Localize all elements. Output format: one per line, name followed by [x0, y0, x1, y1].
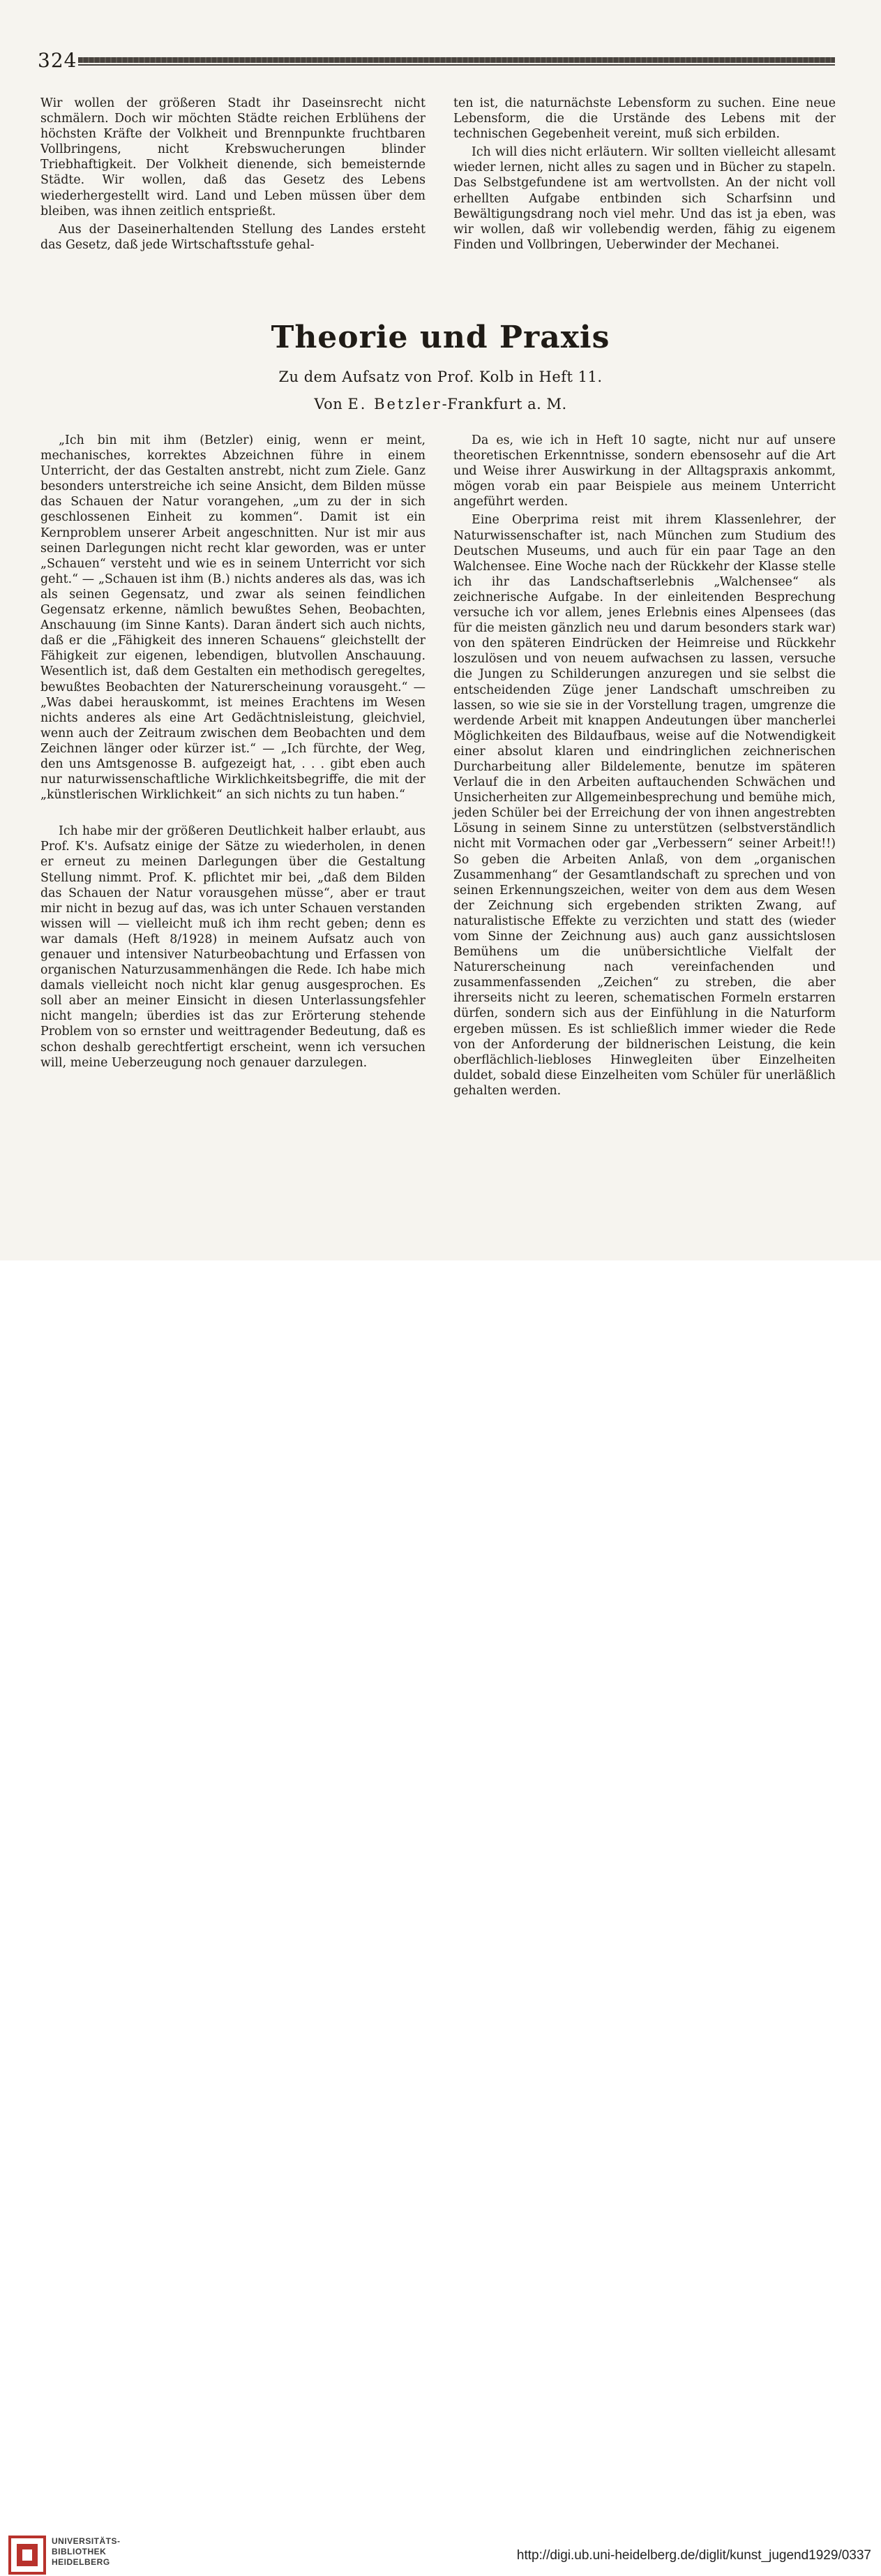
paragraph: Wir wollen der größeren Stadt ihr Daseinsrecht nicht schmälern. Doch wir möchten Städte reichen Erblühens der höchsten Kräfte der Volkheit und Brennpunkte fruchtbaren Vollbringens, nicht Krebswucherungen blinder Triebhaftigkeit. Der Volkheit dienende, sich bemeisternde Städte. Wir wollen, daß das Gesetz des Lebens wiederhergestellt wird. Land und Leben müssen über dem bleiben, was ihnen zeitlich entsprießt.	[40, 96, 426, 218]
paragraph: Ich habe mir der größeren Deutlichkeit halber erlaubt, aus Prof. K's. Aufsatz einige der Sätze zu wiederholen, in denen er erneut zu meinen Darlegungen über die Gestaltung Stellung nimmt. Prof. K. pflichtet mir bei, „daß dem Bilden das Schauen der Natur vorausgehen müsse“, aber er traut mir nicht in bezug auf das, was ich unter Schauen verstanden wissen will — vielleicht muß ich ihm recht geben; denn es war damals (Heft 8/1928) in meinem Aufsatz auch von genauer und intensiver Naturbeobachtung und Erfassen von organischen Naturzusammenhängen die Rede. Ich habe mich damals vielleicht noch nicht klar genug ausgesprochen. Es soll aber an meiner Einsicht in diesen Unterlassungsfehler nicht mangeln; überdies ist das zur Erörterung stehende Problem von so ernster und weittragender Bedeutung, daß es schon deshalb gerechtfertigt erscheint, wenn ich versuchen will, meine Ueberzeugung noch genauer darzulegen.	[40, 824, 426, 1070]
paragraph: Da es, wie ich in Heft 10 sagte, nicht nur auf unsere theoretischen Erkenntnisse, sondern ebensosehr auf die Art und Weise ihrer Auswirkung in der Alltagspraxis ankommt, mögen vorab ein paar Beispiele aus meinem Unterricht angeführt werden.	[453, 433, 836, 509]
footer-bar	[0, 1260, 881, 2567]
permalink-url[interactable]: http://digi.ub.uni-heidelberg.de/diglit/kunst_jugend1929/0337	[516, 2548, 871, 2563]
library-name	[52, 2536, 121, 2568]
paragraph: Aus der Daseinerhaltenden Stellung des Landes ersteht das Gesetz, daß jede Wirtschaftsstufe gehal-	[40, 222, 426, 252]
paragraph: Ich will dies nicht erläutern. Wir sollten vielleicht allesamt wieder lernen, nicht alles zu sagen und in Bücher zu stapeln. Das Selbstgefundene ist am wertvollsten. An der nicht voll erhellten Aufgabe entbinden sich Scharfsinn und Bewältigungsdrang noch viel mehr. Und das ist ja eben, was wir wollen, daß wir vollebendig werden, fähig zu eigenem Finden und Vollbringen, Ueberwinder der Mechanei.	[453, 145, 836, 252]
byline-suffix: -Frankfurt a. M.	[442, 396, 567, 412]
article-title: Theorie und Praxis	[271, 320, 610, 355]
bottom-right-column	[453, 433, 836, 1099]
scanned-page	[0, 0, 881, 1260]
page-number: 324	[38, 49, 77, 72]
article-subtitle: Zu dem Aufsatz von Prof. Kolb in Heft 11.	[278, 368, 603, 385]
top-left-column	[40, 96, 426, 253]
bottom-left-column	[40, 433, 426, 1071]
article-byline	[0, 396, 881, 412]
paragraph: ten ist, die naturnächste Lebensform zu suchen. Eine neue Lebensform, die die Urstände des Lebens mit der technischen Gegebenheit vereint, muß sich erbilden.	[453, 96, 836, 142]
header-rule	[78, 57, 835, 63]
top-right-column	[453, 96, 836, 253]
library-line: UNIVERSITÄTS-	[52, 2536, 121, 2546]
paragraph: „Ich bin mit ihm (Betzler) einig, wenn er meint, mechanisches, korrektes Abzeichnen führe in einem Unterricht, der das Gestalten anstrebt, nicht zum Ziele. Ganz besonders unterstreiche ich seine Ansicht, dem Bilden müsse das Schauen der Natur vorangehen, „um zu der in sich geschlossenen Einheit zu kommen“. Damit ist ein Kernproblem unserer Arbeit angeschnitten. Nur ist mir aus seinen Darlegungen nicht recht klar geworden, was er unter „Schauen“ versteht und wie es in seinem Unterricht vor sich geht.“ — „Schauen ist ihm (B.) nichts anderes als das, was ich als seinen Gegensatz, und zwar als seinen feindlichen Gegensatz erkenne, nämlich bewußtes Sehen, Beobachten, Anschauung (im Sinne Kants). Daran ändert sich auch nichts, daß er die „Fähigkeit des inneren Schauens“ gleichstellt der Fähigkeit zur eigenen, lebendigen, blutvollen Anschauung. Wesentlich ist, daß dem Gestalten ein methodisch geregeltes, bewußtes Beobachten der Naturerscheinung vorausgeht.“ — „Was dabei herauskommt, ist meines Erachtens im Wesen nichts anderes als eine Art Gedächtnisleistung, gleichviel, wenn auch der Zeitraum zwischen dem Beobachten und dem Zeichnen länger oder kürzer ist.“ — „Ich fürchte, der Weg, den uns Amtsgenosse B. aufgezeigt hat, . . . gibt eben auch nur naturwissenschaftliche Wirklichkeitsbegriffe, die mit der „künstlerischen Wirklichkeit“ an sich nichts zu tun haben.“	[40, 433, 426, 803]
university-library-logo-icon	[7, 2534, 47, 2576]
paragraph: Eine Oberprima reist mit ihrem Klassenlehrer, der Naturwissenschafter ist, nach München zum Studium des Deutschen Museums, und auch für ein paar Tage an den Walchensee. Eine Woche nach der Rückkehr der Klasse stelle ich ihr das Landschaftserlebnis „Walchensee“ als zeichnerische Aufgabe. In der einleitenden Besprechung versuche ich vor allem, jenes Erlebnis eines Alpensees (das für die meisten gänzlich neu und darum besonders stark war) von den späteren Eindrücken der Heimreise und Rückkehr loszulösen und von neuem aufwachsen zu lassen, versuche die Jungen zu Schilderungen anzuregen und sie selbst die entscheidenden Züge jener Landschaft umschreiben zu lassen, so wie sie sie in der Vorstellung tragen, umgrenze die werdende Arbeit mit knappen Andeutungen über mancherlei Möglichkeiten des Bildaufbaus, weise auf die Notwendigkeit einer absolut klaren und eindringlichen zeichnerischen Durcharbeitung aller Bildelemente, benutze im späteren Verlauf die in den Arbeiten auftauchenden Schwächen und Unsicherheiten zur Allgemeinbesprechung und bemühe mich, jeden Schüler bei der Erreichung der von ihnen angestrebten Lösung in seinem Sinne zu unterstützen (selbstverständlich nicht mit Vormachen oder gar „Verbessern“ seiner Arbeit!!) So geben die Arbeiten Anlaß, von dem „organischen Zusammenhang“ der Gesamtlandschaft zu sprechen und von seinen Erkennungszeichen, weiter von dem aus dem Wesen der Zeichnung sich ergebenden strikten Zwang, auf naturalistische Effekte zu verzichten und statt des (wieder vom Sinne der Zeichnung aus) auch ganz aussichtslosen Bemühens um die unübersichtliche Vielfalt der Naturerscheinung nach vereinfachenden und zusammenfassenden „Zeichen“ zu streben, die aber ihrerseits nicht zu leeren, schematischen Formeln erstarren dürfen, sondern sich aus der Einfühlung in die Naturform ergeben müssen. Es ist schließlich immer wieder die Rede von der Anforderung der bildnerischen Leistung, die kein oberflächlich-liebloses Hinwegleiten über Einzelheiten duldet, sobald diese Einzelheiten vom Schüler für unerläßlich gehalten werden.	[453, 513, 836, 1098]
byline-prefix: Von	[314, 396, 343, 412]
library-line: BIBLIOTHEK	[52, 2547, 107, 2556]
byline-author: E. Betzler	[347, 396, 442, 412]
library-line: HEIDELBERG	[52, 2557, 110, 2567]
